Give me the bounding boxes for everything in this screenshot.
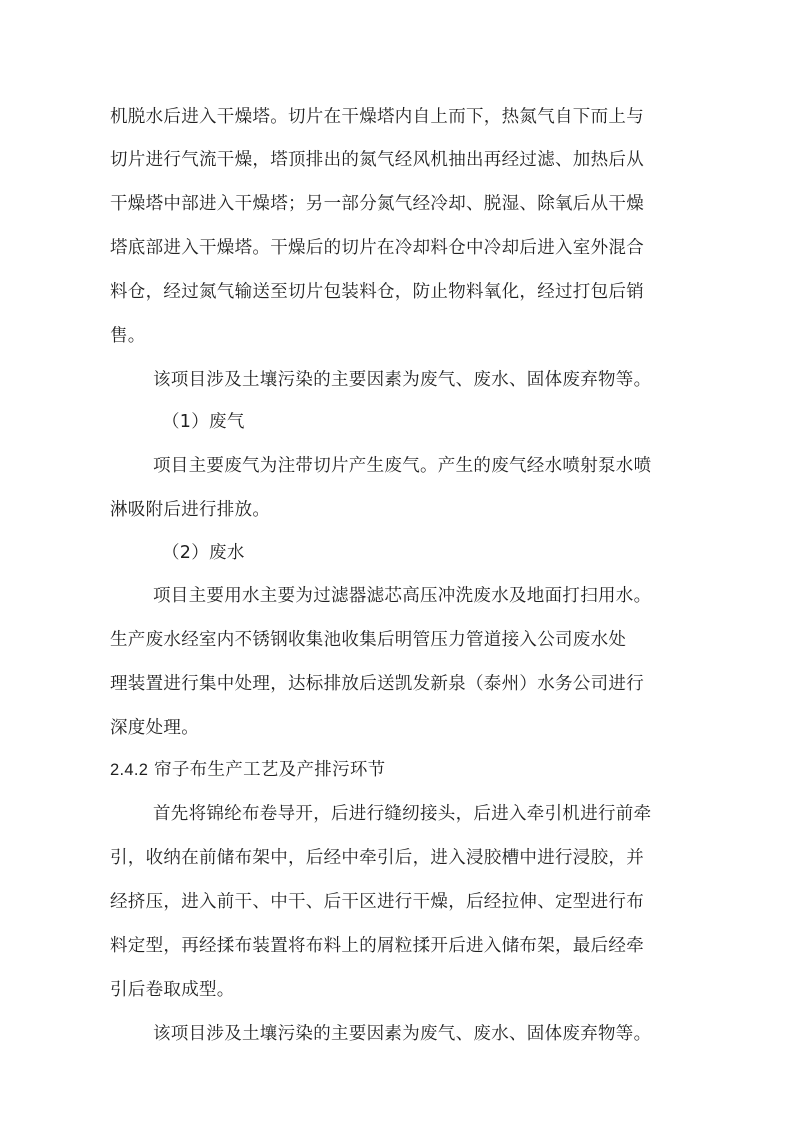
text-line: 售。 — [110, 326, 146, 346]
section-heading — [110, 759, 385, 782]
text-line: 干燥塔中部进入干燥塔；另一部分氮气经冷却、脱湿、除氧后从干燥 — [110, 194, 644, 214]
text-line: 该项目涉及土壤污染的主要因素为废气、废水、固体废弃物等。 — [153, 1024, 652, 1044]
text-line: 塔底部进入干燥塔。干燥后的切片在冷却料仓中冷却后进入室外混合 — [110, 238, 644, 258]
text-line: 理装置进行集中处理，达标排放后送凯发新泉（泰州）水务公司进行 — [110, 674, 644, 694]
text-line: 首先将锦纶布卷导开，后进行缝纫接头，后进入牵引机进行前牵 — [153, 804, 652, 824]
text-line: 经挤压，进入前干、中干、后干区进行干燥，后经拉伸、定型进行布 — [110, 892, 644, 912]
subheading-waste-gas: （1）废气 — [162, 412, 245, 432]
text-line: 引后卷取成型。 — [110, 980, 235, 1000]
section-title: 帘子布生产工艺及产排污环节 — [154, 760, 386, 780]
text-line: 深度处理。 — [110, 718, 199, 738]
subheading-wastewater: （2）废水 — [162, 543, 245, 563]
text-line: 该项目涉及土壤污染的主要因素为废气、废水、固体废弃物等。 — [153, 370, 652, 390]
text-line: 料仓，经过氮气输送至切片包装料仓，防止物料氧化，经过打包后销 — [110, 282, 644, 302]
text-line: 引，收纳在前储布架中，后经中牵引后，进入浸胶槽中进行浸胶，并 — [110, 848, 644, 868]
section-number: 2.4.2 — [110, 761, 149, 779]
text-line: 生产废水经室内不锈钢收集池收集后明管压力管道接入公司废水处 — [110, 630, 627, 650]
text-line: 淋吸附后进行排放。 — [110, 500, 271, 520]
text-line: 料定型，再经揉布装置将布料上的屑粒揉开后进入储布架，最后经牵 — [110, 936, 644, 956]
text-line: 机脱水后进入干燥塔。切片在干燥塔内自上而下，热氮气自下而上与 — [110, 107, 644, 127]
text-line: 项目主要废气为注带切片产生废气。产生的废气经水喷射泵水喷 — [153, 456, 652, 476]
text-line: 项目主要用水主要为过滤器滤芯高压冲洗废水及地面打扫用水。 — [153, 586, 652, 606]
text-line: 切片进行气流干燥，塔顶排出的氮气经风机抽出再经过滤、加热后从 — [110, 150, 644, 170]
